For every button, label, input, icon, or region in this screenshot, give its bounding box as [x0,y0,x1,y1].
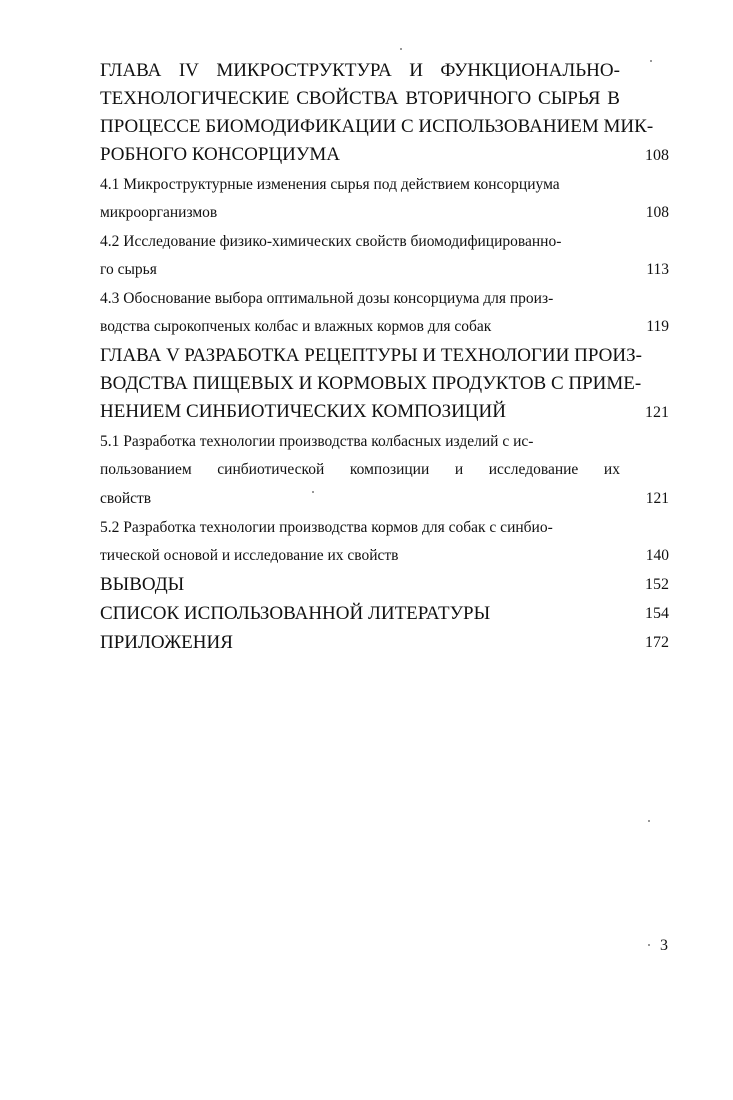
section-5-2-page-number: 140 [645,547,669,564]
section-4-3-title-line-1: 4.3 Обоснование выбора оптимальной дозы консорциума для произ- [100,290,554,307]
scan-speck [400,48,402,50]
references-title: СПИСОК ИСПОЛЬЗОВАННОЙ ЛИТЕРАТУРЫ [100,603,491,624]
appendices-title: ПРИЛОЖЕНИЯ [100,632,233,653]
scan-speck [648,944,650,946]
chapter-5-title-line-2: ВОДСТВА ПИЩЕВЫХ И КОРМОВЫХ ПРОДУКТОВ С ПРИМЕ- [100,373,642,394]
chapter-4-page-number: 108 [645,147,669,164]
page-number: 3 [660,937,668,954]
scan-speck [312,491,314,493]
scan-speck [650,60,652,62]
scan-speck [648,820,650,822]
conclusions-title: ВЫВОДЫ [100,574,185,595]
chapter-5-page-number: 121 [645,404,669,421]
chapter-5-title-line-1: ГЛАВА V РАЗРАБОТКА РЕЦЕПТУРЫ И ТЕХНОЛОГИИ ПРОИЗ- [100,345,642,366]
section-5-1-title-line-3: свойств [100,490,152,507]
section-4-3-page-number: 119 [646,318,669,335]
conclusions-page-number: 152 [645,576,669,593]
section-4-2-title-line-1: 4.2 Исследование физико-химических свойств биомодифицированно- [100,233,562,250]
section-4-1-title-line-1: 4.1 Микроструктурные изменения сырья под действием консорциума [100,176,560,193]
section-5-1-page-number: 121 [645,490,669,507]
references-page-number: 154 [645,605,669,622]
section-5-1-title-line-2: пользованием синбиотической композиции и исследование их [100,461,620,478]
chapter-4-title-line-1: ГЛАВА IV МИКРОСТРУКТУРА И ФУНКЦИОНАЛЬНО- [100,60,620,81]
section-4-2-page-number: 113 [646,261,669,278]
section-5-2-title-line-2: тической основой и исследование их свойств [100,547,399,564]
section-5-2-title-line-1: 5.2 Разработка технологии производства кормов для собак с синбио- [100,519,553,536]
section-4-1-page-number: 108 [645,204,669,221]
section-4-1-title-line-2: микроорганизмов [100,204,218,221]
chapter-4-title-line-2: ТЕХНОЛОГИЧЕСКИЕ СВОЙСТВА ВТОРИЧНОГО СЫРЬЯ В [100,88,620,109]
appendices-page-number: 172 [645,634,669,651]
chapter-4-title-line-4: РОБНОГО КОНСОРЦИУМА [100,144,340,165]
chapter-4-title-line-3: ПРОЦЕССЕ БИОМОДИФИКАЦИИ С ИСПОЛЬЗОВАНИЕМ МИК- [100,116,654,137]
section-4-2-title-line-2: го сырья [100,261,157,278]
section-5-1-title-line-1: 5.1 Разработка технологии производства колбасных изделий с ис- [100,433,534,450]
chapter-5-title-line-3: НЕНИЕМ СИНБИОТИЧЕСКИХ КОМПОЗИЦИЙ [100,401,506,422]
section-4-3-title-line-2: водства сырокопченых колбас и влажных кормов для собак [100,318,492,335]
